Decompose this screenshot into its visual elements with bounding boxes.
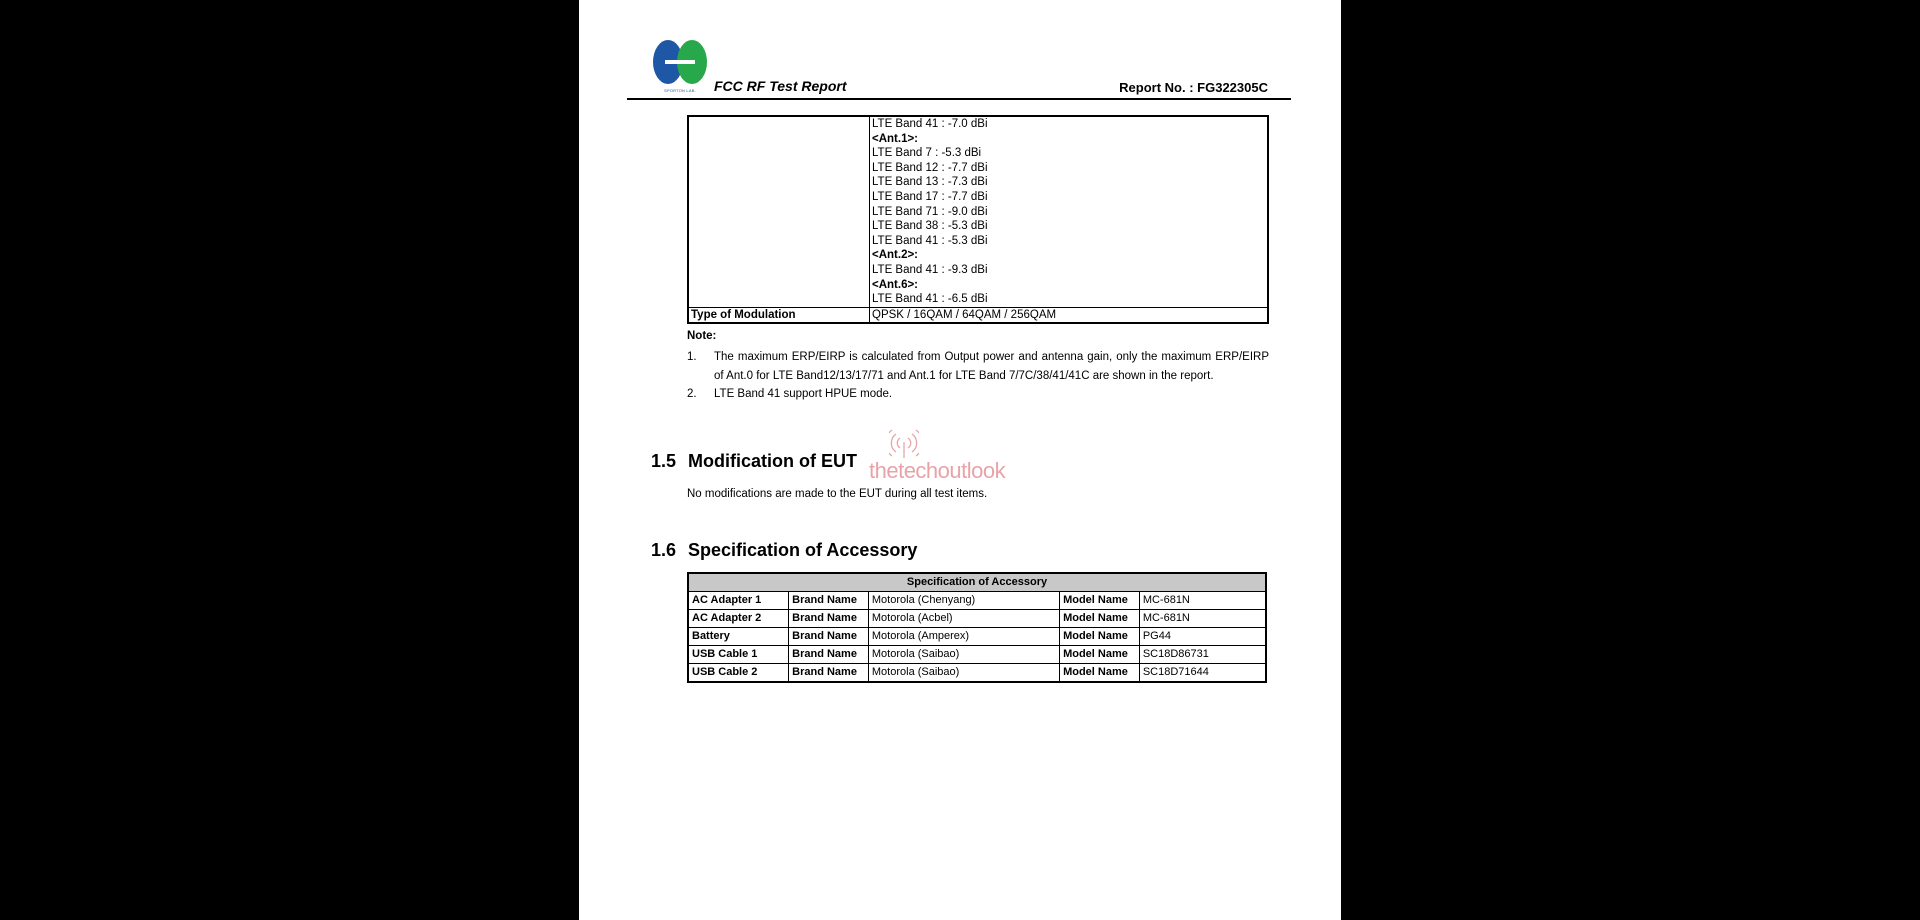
- note-title: Note:: [687, 330, 717, 342]
- antenna-line: LTE Band 41 : -5.3 dBi: [872, 234, 988, 247]
- page-header: [579, 0, 1341, 102]
- note-number: 1.: [687, 351, 697, 363]
- model-label: Model Name: [1060, 646, 1140, 664]
- table-row: [688, 592, 1266, 610]
- accessory-table-header: Specification of Accessory: [688, 573, 1266, 592]
- section-title: Specification of Accessory: [688, 540, 918, 560]
- accessory-item: USB Cable 1: [688, 646, 789, 664]
- antenna-group-label: <Ant.2>:: [872, 249, 919, 262]
- brand-label: Brand Name: [789, 664, 869, 683]
- brand-label: Brand Name: [789, 592, 869, 610]
- antenna-line: LTE Band 12 : -7.7 dBi: [872, 161, 988, 174]
- modulation-label: Type of Modulation: [688, 307, 870, 323]
- logo-bar: [665, 60, 695, 64]
- header-rule: [627, 98, 1291, 100]
- section-heading-accessory: [651, 540, 917, 561]
- brand-value: Motorola (Acbel): [868, 610, 1059, 628]
- antenna-gain-values-cell: [870, 116, 1269, 307]
- antenna-line: LTE Band 17 : -7.7 dBi: [872, 190, 988, 203]
- accessory-item: AC Adapter 2: [688, 610, 789, 628]
- model-value: MC-681N: [1139, 610, 1266, 628]
- broadcast-icon: [889, 428, 919, 458]
- model-label: Model Name: [1060, 610, 1140, 628]
- company-logo: [653, 40, 707, 94]
- brand-label: Brand Name: [789, 628, 869, 646]
- antenna-line: LTE Band 41 : -9.3 dBi: [872, 263, 988, 276]
- modulation-row: [688, 307, 1268, 323]
- antenna-gain-label-cell: [688, 116, 870, 307]
- model-value: PG44: [1139, 628, 1266, 646]
- antenna-line: LTE Band 41 : -6.5 dBi: [872, 293, 988, 306]
- antenna-line: LTE Band 71 : -9.0 dBi: [872, 205, 988, 218]
- brand-value: Motorola (Saibao): [868, 646, 1059, 664]
- brand-value: Motorola (Amperex): [868, 628, 1059, 646]
- antenna-line: LTE Band 41 : -7.0 dBi: [872, 118, 988, 130]
- accessory-table-header-row: [688, 573, 1266, 592]
- accessory-item: AC Adapter 1: [688, 592, 789, 610]
- antenna-line: LTE Band 38 : -5.3 dBi: [872, 220, 988, 233]
- section-title: Modification of EUT: [688, 451, 857, 471]
- note-text: The maximum ERP/EIRP is calculated from Output power and antenna gain, only the maximum ERP/EIRP of Ant.0 for LTE Band12/13/17/71 and Ant.1 for LTE Band 7/7C/38/41/41C are shown in the report.: [714, 351, 1269, 382]
- accessory-item: Battery: [688, 628, 789, 646]
- antenna-gain-row: [688, 116, 1268, 307]
- model-value: MC-681N: [1139, 592, 1266, 610]
- report-title: FCC RF Test Report: [714, 78, 847, 94]
- brand-label: Brand Name: [789, 610, 869, 628]
- note-item: [687, 348, 1269, 385]
- table-row: [688, 610, 1266, 628]
- brand-value: Motorola (Chenyang): [868, 592, 1059, 610]
- watermark-text: thetechoutlook: [869, 458, 1006, 483]
- model-value: SC18D71644: [1139, 664, 1266, 683]
- accessory-table: [687, 572, 1267, 683]
- watermark: [869, 428, 1049, 482]
- section-heading-modification: [651, 451, 857, 472]
- antenna-group-label: <Ant.1>:: [872, 132, 919, 145]
- model-label: Model Name: [1060, 592, 1140, 610]
- note-list: [687, 348, 1269, 404]
- brand-value: Motorola (Saibao): [868, 664, 1059, 683]
- note-number: 2.: [687, 388, 697, 400]
- table-row: [688, 628, 1266, 646]
- section-number: 1.5: [651, 451, 677, 471]
- model-label: Model Name: [1060, 664, 1140, 683]
- note-item: [687, 385, 1269, 404]
- model-label: Model Name: [1060, 628, 1140, 646]
- modification-text: No modifications are made to the EUT during all test items.: [687, 488, 988, 500]
- model-value: SC18D86731: [1139, 646, 1266, 664]
- logo-caption: SPORTON LAB.: [664, 88, 696, 93]
- antenna-gain-table: [687, 115, 1269, 324]
- antenna-line: LTE Band 13 : -7.3 dBi: [872, 176, 988, 189]
- table-row: [688, 646, 1266, 664]
- accessory-item: USB Cable 2: [688, 664, 789, 683]
- section-number: 1.6: [651, 540, 677, 560]
- table-row: [688, 664, 1266, 683]
- note-text: LTE Band 41 support HPUE mode.: [714, 388, 893, 400]
- antenna-line: LTE Band 7 : -5.3 dBi: [872, 147, 982, 160]
- modulation-value: QPSK / 16QAM / 64QAM / 256QAM: [870, 307, 1269, 323]
- document-page: [579, 0, 1341, 920]
- report-number: Report No. : FG322305C: [1119, 80, 1268, 95]
- antenna-group-label: <Ant.6>:: [872, 278, 919, 291]
- brand-label: Brand Name: [789, 646, 869, 664]
